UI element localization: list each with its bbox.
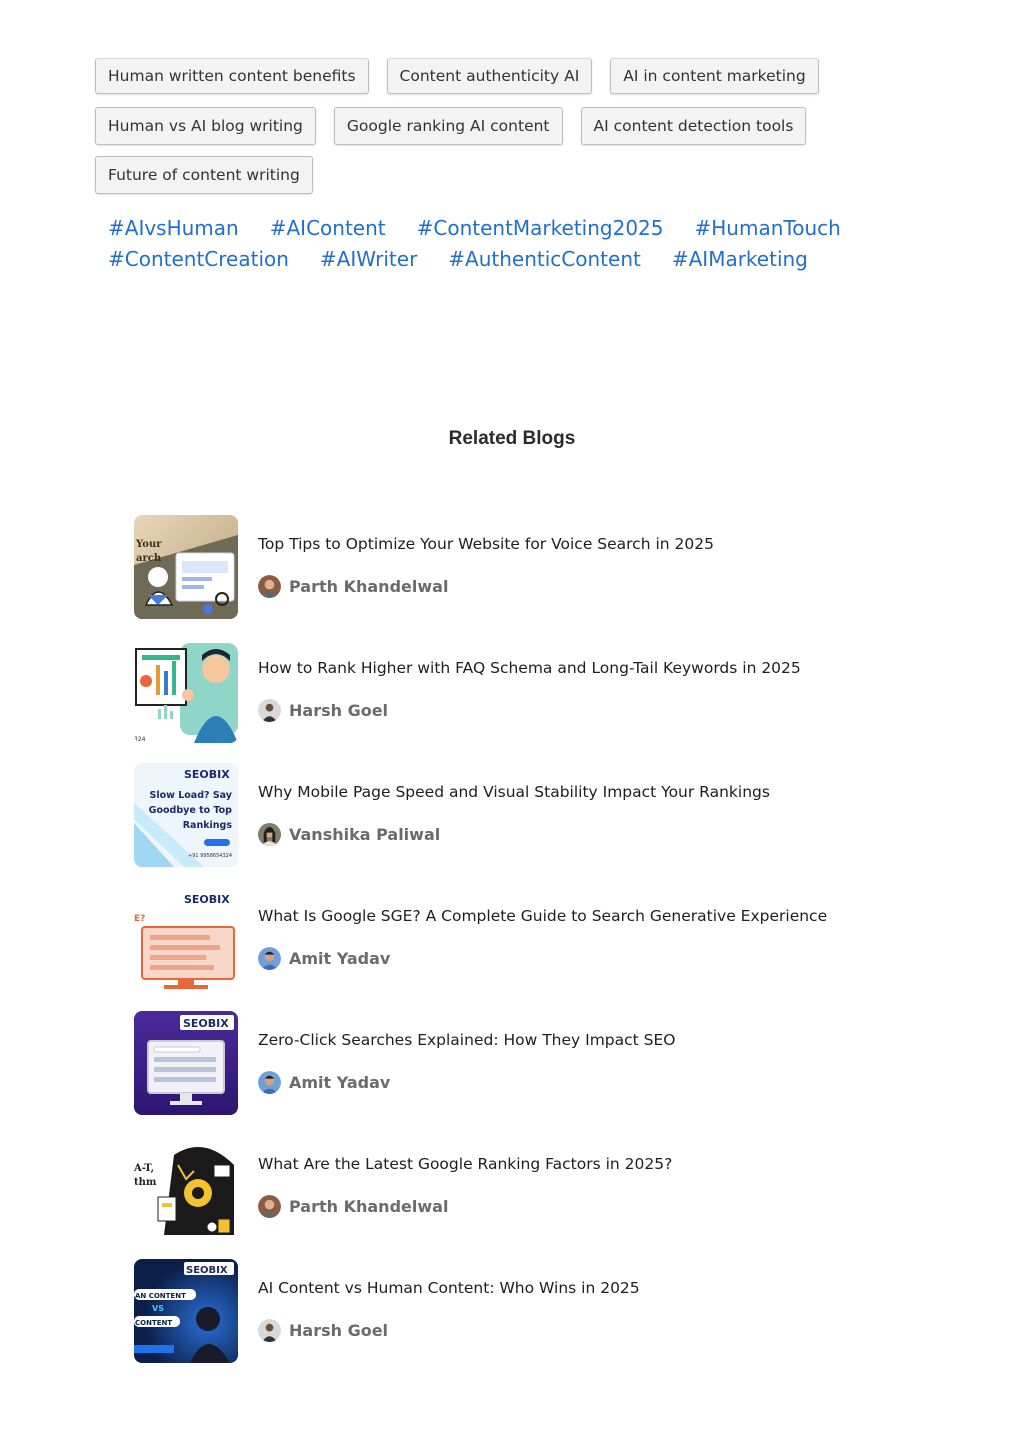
blog-meta bbox=[258, 1011, 676, 1135]
brand-logo-text: SEOBIX bbox=[184, 893, 230, 906]
blog-title-link[interactable]: What Are the Latest Google Ranking Factors in 2025? bbox=[258, 1155, 673, 1173]
avatar bbox=[258, 823, 281, 846]
blog-meta bbox=[258, 763, 770, 887]
tag-list bbox=[95, 58, 815, 205]
blog-author bbox=[258, 1195, 672, 1218]
hashtag-contentmarketing2025[interactable]: #ContentMarketing2025 bbox=[416, 215, 664, 240]
blog-thumbnail-page-speed[interactable] bbox=[134, 763, 238, 867]
blog-author bbox=[258, 823, 770, 846]
related-blog-card bbox=[134, 1259, 894, 1383]
blog-thumbnail-google-sge[interactable] bbox=[134, 887, 238, 991]
tag-content-authenticity-ai[interactable]: Content authenticity AI bbox=[387, 58, 593, 94]
thumb-text: AN CONTENT bbox=[135, 1292, 186, 1300]
blog-author bbox=[258, 1319, 640, 1342]
hashtag-humantouch[interactable]: #HumanTouch bbox=[694, 215, 841, 240]
author-name[interactable]: Amit Yadav bbox=[289, 949, 391, 968]
tag-google-ranking-ai-content[interactable]: Google ranking AI content bbox=[334, 107, 563, 145]
blog-title-link[interactable]: AI Content vs Human Content: Who Wins in 2025 bbox=[258, 1279, 640, 1297]
blog-title-link[interactable]: How to Rank Higher with FAQ Schema and Long-Tail Keywords in 2025 bbox=[258, 659, 801, 677]
blog-author bbox=[258, 1071, 676, 1094]
blog-author bbox=[258, 699, 801, 722]
faq-schema-illustration bbox=[134, 639, 238, 743]
thumb-text: +91 9958654324 bbox=[188, 853, 232, 859]
zero-click-illustration bbox=[134, 1011, 238, 1115]
hashtag-aimarketing[interactable]: #AIMarketing bbox=[671, 246, 808, 271]
thumb-text: 324 bbox=[134, 736, 146, 743]
thumb-text: Goodbye to Top bbox=[148, 805, 232, 816]
avatar bbox=[258, 947, 281, 970]
blog-thumbnail-voice-search[interactable] bbox=[134, 515, 238, 619]
blog-meta bbox=[258, 515, 714, 639]
avatar bbox=[258, 699, 281, 722]
author-name[interactable]: Parth Khandelwal bbox=[289, 1197, 449, 1216]
thumb-text: CONTENT bbox=[135, 1319, 173, 1327]
blog-thumbnail-ranking-factors[interactable] bbox=[134, 1135, 238, 1239]
hashtag-aivshuman[interactable]: #AIvsHuman bbox=[108, 215, 239, 240]
hashtag-aicontent[interactable]: #AIContent bbox=[269, 215, 386, 240]
hashtag-aiwriter[interactable]: #AIWriter bbox=[319, 246, 418, 271]
author-name[interactable]: Parth Khandelwal bbox=[289, 577, 449, 596]
page-speed-banner bbox=[134, 763, 238, 867]
tag-human-vs-ai-blog-writing[interactable]: Human vs AI blog writing bbox=[95, 107, 316, 145]
thumb-text: Your bbox=[136, 539, 162, 550]
blog-thumbnail-faq-schema[interactable] bbox=[134, 639, 238, 743]
tag-future-of-content-writing[interactable]: Future of content writing bbox=[95, 156, 313, 194]
author-name[interactable]: Harsh Goel bbox=[289, 1321, 389, 1340]
blog-meta bbox=[258, 639, 801, 763]
related-blogs-list bbox=[134, 515, 894, 1383]
google-sge-illustration bbox=[134, 887, 238, 991]
voice-search-illustration bbox=[134, 515, 238, 619]
blog-title-link[interactable]: Why Mobile Page Speed and Visual Stability Impact Your Rankings bbox=[258, 783, 770, 801]
blog-thumbnail-ai-vs-human[interactable] bbox=[134, 1259, 238, 1363]
brand-logo-text: SEOBIX bbox=[184, 768, 230, 781]
tag-human-written-content-benefits[interactable]: Human written content benefits bbox=[95, 58, 369, 94]
tag-row bbox=[95, 107, 815, 145]
avatar bbox=[258, 1195, 281, 1218]
ai-vs-human-illustration bbox=[134, 1259, 238, 1363]
avatar bbox=[258, 1071, 281, 1094]
thumb-text: arch bbox=[136, 553, 162, 564]
thumb-text: thm bbox=[134, 1177, 157, 1188]
brand-logo-text: SEOBIX bbox=[186, 1265, 228, 1276]
hashtag-row bbox=[108, 212, 841, 243]
thumb-text: Slow Load? Say bbox=[149, 790, 232, 801]
blog-author bbox=[258, 575, 714, 598]
tag-row bbox=[95, 156, 815, 194]
tag-row bbox=[95, 58, 815, 96]
blog-meta bbox=[258, 1135, 672, 1259]
thumb-text: A-T, bbox=[134, 1163, 155, 1174]
blog-title-link[interactable]: Top Tips to Optimize Your Website for Voice Search in 2025 bbox=[258, 535, 714, 553]
related-blogs-heading: Related Blogs bbox=[448, 428, 576, 449]
tag-ai-content-detection-tools[interactable]: AI content detection tools bbox=[581, 107, 807, 145]
ranking-factors-illustration bbox=[134, 1135, 238, 1239]
thumb-text: E? bbox=[134, 914, 146, 924]
blog-meta bbox=[258, 887, 827, 1011]
hashtag-authenticcontent[interactable]: #AuthenticContent bbox=[448, 246, 641, 271]
thumb-text: Rankings bbox=[182, 820, 232, 831]
author-name[interactable]: Harsh Goel bbox=[289, 701, 389, 720]
related-blog-card bbox=[134, 1011, 894, 1135]
author-name[interactable]: Amit Yadav bbox=[289, 1073, 391, 1092]
blog-title-link[interactable]: What Is Google SGE? A Complete Guide to Search Generative Experience bbox=[258, 907, 828, 925]
brand-logo-text: SEOBIX bbox=[183, 1017, 229, 1030]
related-blog-card bbox=[134, 887, 894, 1011]
related-blog-card bbox=[134, 763, 894, 887]
hashtag-list bbox=[108, 212, 841, 274]
related-blog-card bbox=[134, 515, 894, 639]
thumb-text: VS bbox=[152, 1304, 164, 1313]
related-blog-card bbox=[134, 639, 894, 763]
avatar bbox=[258, 1319, 281, 1342]
avatar bbox=[258, 575, 281, 598]
blog-author bbox=[258, 947, 827, 970]
blog-title-link[interactable]: Zero-Click Searches Explained: How They Impact SEO bbox=[258, 1031, 676, 1049]
tag-ai-in-content-marketing[interactable]: AI in content marketing bbox=[610, 58, 818, 94]
blog-thumbnail-zero-click[interactable] bbox=[134, 1011, 238, 1115]
hashtag-row bbox=[108, 243, 828, 274]
blog-meta bbox=[258, 1259, 640, 1383]
author-name[interactable]: Vanshika Paliwal bbox=[289, 825, 441, 844]
related-blog-card bbox=[134, 1135, 894, 1259]
hashtag-contentcreation[interactable]: #ContentCreation bbox=[108, 246, 289, 271]
